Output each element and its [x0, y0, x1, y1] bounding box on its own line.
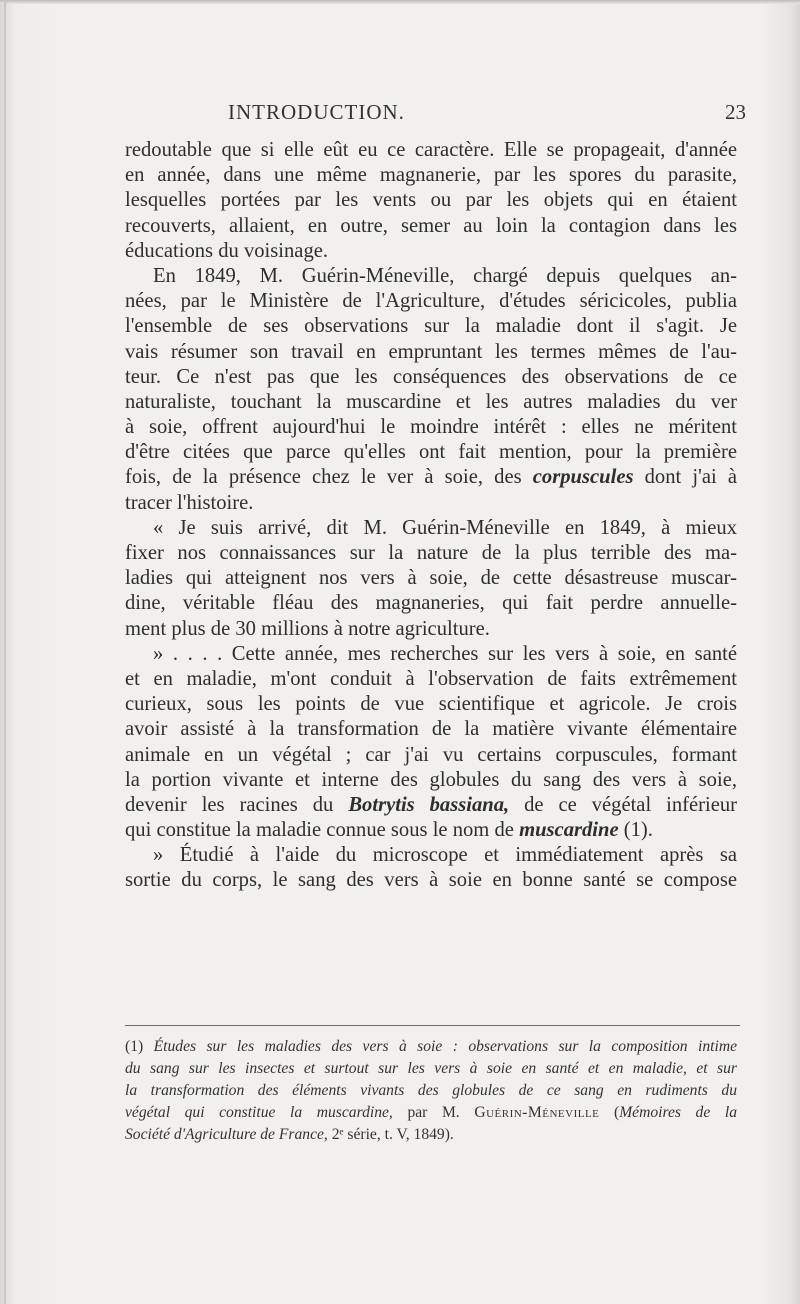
text-line: « Je suis arrivé, dit M. Guérin-Méneville en 1849, à mieux: [153, 516, 737, 539]
page-number: 23: [725, 100, 746, 124]
text-line: » Étudié à l'aide du microscope et immédiatement après sa: [153, 844, 737, 867]
page-header: [126, 100, 776, 130]
text-line: sortie du corps, le sang des vers à soie en bonne santé se compose: [125, 869, 737, 892]
text-line: avoir assisté à la transformation de la matière vivante élémentaire: [125, 718, 737, 741]
text-line: animale en un végétal ; car j'ai vu certains corpuscules, formant: [125, 743, 737, 766]
text-line: tracer l'histoire.: [125, 491, 254, 514]
text-line: fixer nos connaissances sur la nature de la plus terrible des ma-: [125, 542, 737, 564]
footnote-italic: végétal qui constitue la muscardine,: [125, 1104, 393, 1121]
text-line: En 1849, M. Guérin-Méneville, chargé depuis quelques an-: [153, 264, 737, 287]
text-line: naturaliste, touchant la muscardine et les autres maladies du ver: [125, 390, 737, 413]
footnote-italic: la transformation des éléments vivants des globules de ce sang en rudiments du: [125, 1082, 737, 1099]
running-title: INTRODUCTION.: [228, 100, 405, 124]
emphasis-muscardine: muscardine: [519, 819, 619, 842]
text-segment: devenir les racines du: [125, 793, 334, 816]
footnote-italic: Études sur les maladies des vers à soie : observations sur la composition intime: [153, 1038, 738, 1055]
text-line: en année, dans une même magnanerie, par les spores du parasite,: [125, 164, 737, 187]
footnote: [125, 1036, 737, 1146]
text-line: éducations du voisinage.: [125, 239, 329, 262]
footnote-italic: Société d'Agriculture de France,: [125, 1126, 328, 1143]
footnote-italic: du sang sur les insectes et surtout sur les vers à soie en santé et en maladie, et sur: [125, 1060, 737, 1077]
footnote-line: [125, 1058, 737, 1080]
text-line: vais résumer son travail en empruntant les termes mêmes de l'au-: [125, 340, 737, 363]
binding-edge: [4, 0, 6, 1304]
text-segment: dont j'ai à: [633, 466, 737, 489]
text-line: recouverts, allaient, en outre, semer au loin la contagion dans les: [125, 214, 737, 237]
text-line: d'être citées que parce qu'elles ont fait mention, pour la première: [125, 441, 737, 464]
emphasis-botrytis: Botrytis bassiana,: [348, 793, 510, 816]
footnote-divider: [125, 1025, 740, 1026]
footnote-marker: (1): [125, 1038, 144, 1055]
footnote-line: [125, 1080, 737, 1102]
text-line: lesquelles portées par les vents ou par les objets qui en étaient: [125, 189, 737, 212]
text-line-with-emphasis: [125, 793, 737, 818]
text-line: teur. Ce n'est pas que les conséquences des observations de ce: [125, 365, 737, 388]
text-line: l'ensemble de ses observations sur la maladie dont il s'agit. Je: [125, 315, 737, 338]
body-text: [125, 138, 737, 894]
text-line: et en maladie, m'ont conduit à l'observation de faits extrêmement: [125, 667, 737, 690]
footnote-text: 2ᵉ série, t. V, 1849).: [327, 1126, 454, 1143]
text-line: à soie, offrent aujourd'hui le moindre intérêt : elles ne méritent: [125, 416, 737, 439]
text-segment: qui constitue la maladie connue sous le nom de: [125, 819, 514, 842]
emphasis-corpuscules: corpuscules: [532, 466, 634, 489]
text-line: nées, par le Ministère de l'Agriculture, d'études séricicoles, publia: [125, 290, 737, 313]
text-line: la portion vivante et interne des globules du sang des vers à soie,: [125, 768, 737, 791]
text-line-with-emphasis: [125, 465, 737, 490]
text-line: ladies qui atteignent nos vers à soie, de cette désastreuse muscar-: [125, 567, 737, 590]
text-segment: fois, de la présence chez le ver à soie, des: [125, 466, 522, 489]
text-line: » . . . . Cette année, mes recherches sur les vers à soie, en santé: [153, 642, 737, 665]
footnote-author: Guérin-Méneville: [474, 1104, 600, 1121]
footnote-line: [125, 1124, 737, 1146]
text-line: ment plus de 30 millions à notre agriculture.: [125, 617, 490, 640]
text-line: dine, véritable fléau des magnaneries, qui fait perdre annuelle-: [125, 592, 737, 615]
text-line-with-emphasis: [125, 818, 737, 843]
footnote-italic: Mémoires de la: [619, 1104, 738, 1121]
text-segment: de ce végétal inférieur: [509, 793, 738, 816]
footnote-line: [125, 1036, 737, 1058]
text-line: redoutable que si elle eût eu ce caractère. Elle se propageait, d'année: [125, 139, 737, 161]
footnote-ref: (1).: [618, 819, 653, 842]
text-line: curieux, sous les points de vue scientifique et agricole. Je crois: [125, 693, 737, 716]
footnote-text: par M.: [392, 1104, 475, 1121]
footnote-text: (: [599, 1104, 620, 1121]
top-edge-shadow: [0, 0, 800, 4]
footnote-line: [125, 1102, 737, 1124]
